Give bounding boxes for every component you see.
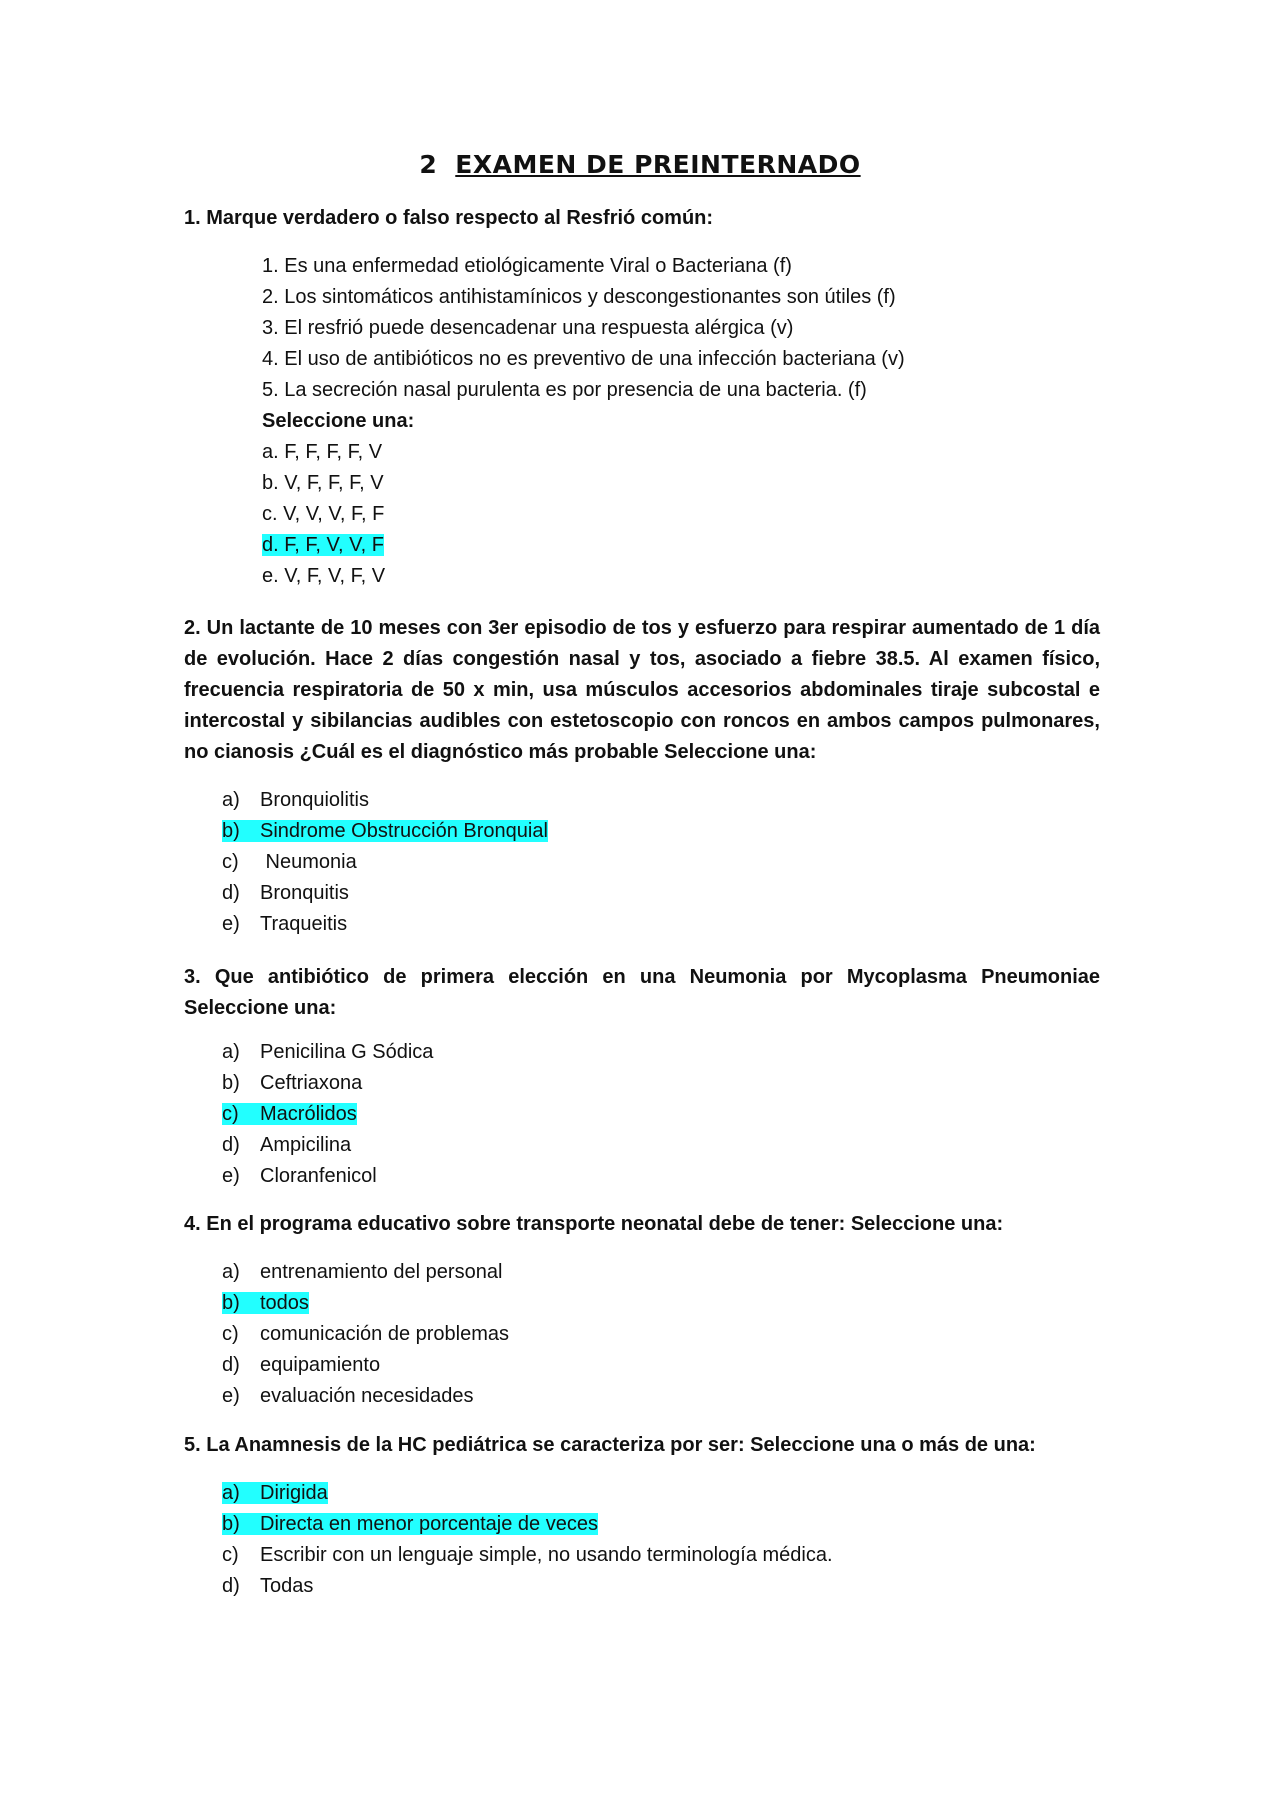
q3-option-c — [222, 1099, 357, 1130]
q2-option-b-label: b) — [222, 820, 240, 842]
q2-option-b — [222, 816, 548, 847]
q5-option-b-highlight — [222, 1513, 598, 1535]
q2-option-d-label: d) — [222, 882, 240, 904]
q5-option-a-highlight — [222, 1482, 328, 1504]
q5-option-b-text: Directa en menor porcentaje de veces — [260, 1513, 598, 1535]
q4-option-e-text: evaluación necesidades — [260, 1385, 474, 1407]
q1-statement-4: 4. El uso de antibióticos no es preventivo de una infección bacteriana (v) — [262, 348, 905, 370]
q1-statement-2: 2. Los sintomáticos antihistamínicos y descongestionantes son útiles (f) — [262, 286, 896, 308]
q3-option-c-text: Macrólidos — [260, 1103, 357, 1125]
q5-option-c-label: c) — [222, 1544, 239, 1566]
q2-option-c-label: c) — [222, 851, 239, 873]
q4-option-a-label: a) — [222, 1261, 240, 1283]
q4-option-b-highlight — [222, 1292, 309, 1314]
q3-option-e-label: e) — [222, 1165, 240, 1187]
q4-option-c — [222, 1319, 509, 1350]
q2-option-e — [222, 909, 347, 940]
q3-option-d-label: d) — [222, 1134, 240, 1156]
q1-statement-1: 1. Es una enfermedad etiológicamente Viral o Bacteriana (f) — [262, 255, 792, 277]
q5-option-c — [222, 1540, 833, 1571]
q2-option-b-text: Sindrome Obstrucción Bronquial — [260, 820, 548, 842]
q1-option-c — [262, 499, 384, 530]
q5-option-a — [222, 1478, 328, 1509]
q2-option-c — [222, 847, 357, 878]
q3-option-d — [222, 1130, 351, 1161]
q1-option-a-text: a. F, F, F, F, V — [262, 441, 383, 463]
q4-option-b — [222, 1288, 309, 1319]
q1-statement-3: 3. El resfrió puede desencadenar una respuesta alérgica (v) — [262, 317, 794, 339]
q3-option-d-text: Ampicilina — [260, 1134, 352, 1156]
q5-option-c-text: Escribir con un lenguaje simple, no usando terminología médica. — [260, 1544, 833, 1566]
q1-option-d-text: d. F, F, V, V, F — [262, 534, 384, 556]
q1-option-b-text: b. V, F, F, F, V — [262, 472, 384, 494]
q4-option-d-label: d) — [222, 1354, 240, 1376]
q2-option-a-label: a) — [222, 789, 240, 811]
q5-option-d-text: Todas — [260, 1575, 314, 1597]
q2-option-e-text: Traqueitis — [260, 913, 348, 935]
question-1-prompt: 1. Marque verdadero o falso respecto al Resfrió común: — [184, 207, 714, 229]
q2-option-a-text: Bronquiolitis — [260, 789, 369, 811]
q1-option-b — [262, 468, 384, 499]
question-2-prompt: 2. Un lactante de 10 meses con 3er episodio de tos y esfuerzo para respirar aumentado de 1 día de evolución. Hace 2 días congestión nasal y tos, asociado a fiebre 38.5. Al examen físico, frecuencia respiratoria de 50 x min, usa músculos accesorios abdominales tiraje subcostal e intercostal y sibilancias audibles con estetoscopio con roncos en ambos campos pulmonares, no cianosis ¿Cuál es el diagnóstico más probable Seleccione una: — [184, 617, 1100, 763]
question-4-prompt: 4. En el programa educativo sobre transporte neonatal debe de tener: Seleccione una: — [184, 1213, 1004, 1235]
q2-option-c-text: Neumonia — [260, 851, 357, 873]
q4-option-b-text: todos — [260, 1292, 309, 1314]
q3-option-c-label: c) — [222, 1103, 239, 1125]
q5-option-a-label: a) — [222, 1482, 240, 1504]
question-3-prompt: 3. Que antibiótico de primera elección en una Neumonia por Mycoplasma Pneumoniae Seleccione una: — [184, 966, 1100, 1019]
q1-option-a — [262, 437, 382, 468]
q4-option-e-label: e) — [222, 1385, 240, 1407]
q2-option-d — [222, 878, 349, 909]
q3-option-e — [222, 1161, 377, 1192]
question-5-prompt: 5. La Anamnesis de la HC pediátrica se caracteriza por ser: Seleccione una o más de una: — [184, 1434, 1036, 1456]
q2-option-d-text: Bronquitis — [260, 882, 349, 904]
q1-option-e — [262, 561, 385, 592]
q3-option-a-label: a) — [222, 1041, 240, 1063]
q3-option-a-text: Penicilina G Sódica — [260, 1041, 434, 1063]
q2-option-b-highlight — [222, 820, 548, 842]
q3-option-b-text: Ceftriaxona — [260, 1072, 363, 1094]
title-number: 2 — [419, 150, 438, 179]
q4-option-b-label: b) — [222, 1292, 240, 1314]
q3-option-c-highlight — [222, 1103, 357, 1125]
page-title — [0, 150, 1280, 179]
q1-select-label: Seleccione una: — [262, 410, 415, 432]
q4-option-d — [222, 1350, 380, 1381]
q1-option-c-text: c. V, V, V, F, F — [262, 503, 385, 525]
q4-option-c-text: comunicación de problemas — [260, 1323, 510, 1345]
q3-option-b — [222, 1068, 362, 1099]
q4-option-e — [222, 1381, 474, 1412]
q1-option-e-text: e. V, F, V, F, V — [262, 565, 386, 587]
q3-option-b-label: b) — [222, 1072, 240, 1094]
q1-statement-5: 5. La secreción nasal purulenta es por presencia de una bacteria. (f) — [262, 379, 867, 401]
q5-option-a-text: Dirigida — [260, 1482, 328, 1504]
q2-option-a — [222, 785, 369, 816]
q3-option-a — [222, 1037, 433, 1068]
q4-option-a — [222, 1257, 502, 1288]
q2-option-e-label: e) — [222, 913, 240, 935]
q4-option-a-text: entrenamiento del personal — [260, 1261, 503, 1283]
q3-option-e-text: Cloranfenicol — [260, 1165, 377, 1187]
q5-option-d — [222, 1571, 313, 1602]
title-text: EXAMEN DE PREINTERNADO — [455, 150, 861, 179]
q5-option-d-label: d) — [222, 1575, 240, 1597]
q4-option-c-label: c) — [222, 1323, 239, 1345]
q5-option-b — [222, 1509, 598, 1540]
q4-option-d-text: equipamiento — [260, 1354, 381, 1376]
q5-option-b-label: b) — [222, 1513, 240, 1535]
q1-option-d — [262, 530, 384, 561]
